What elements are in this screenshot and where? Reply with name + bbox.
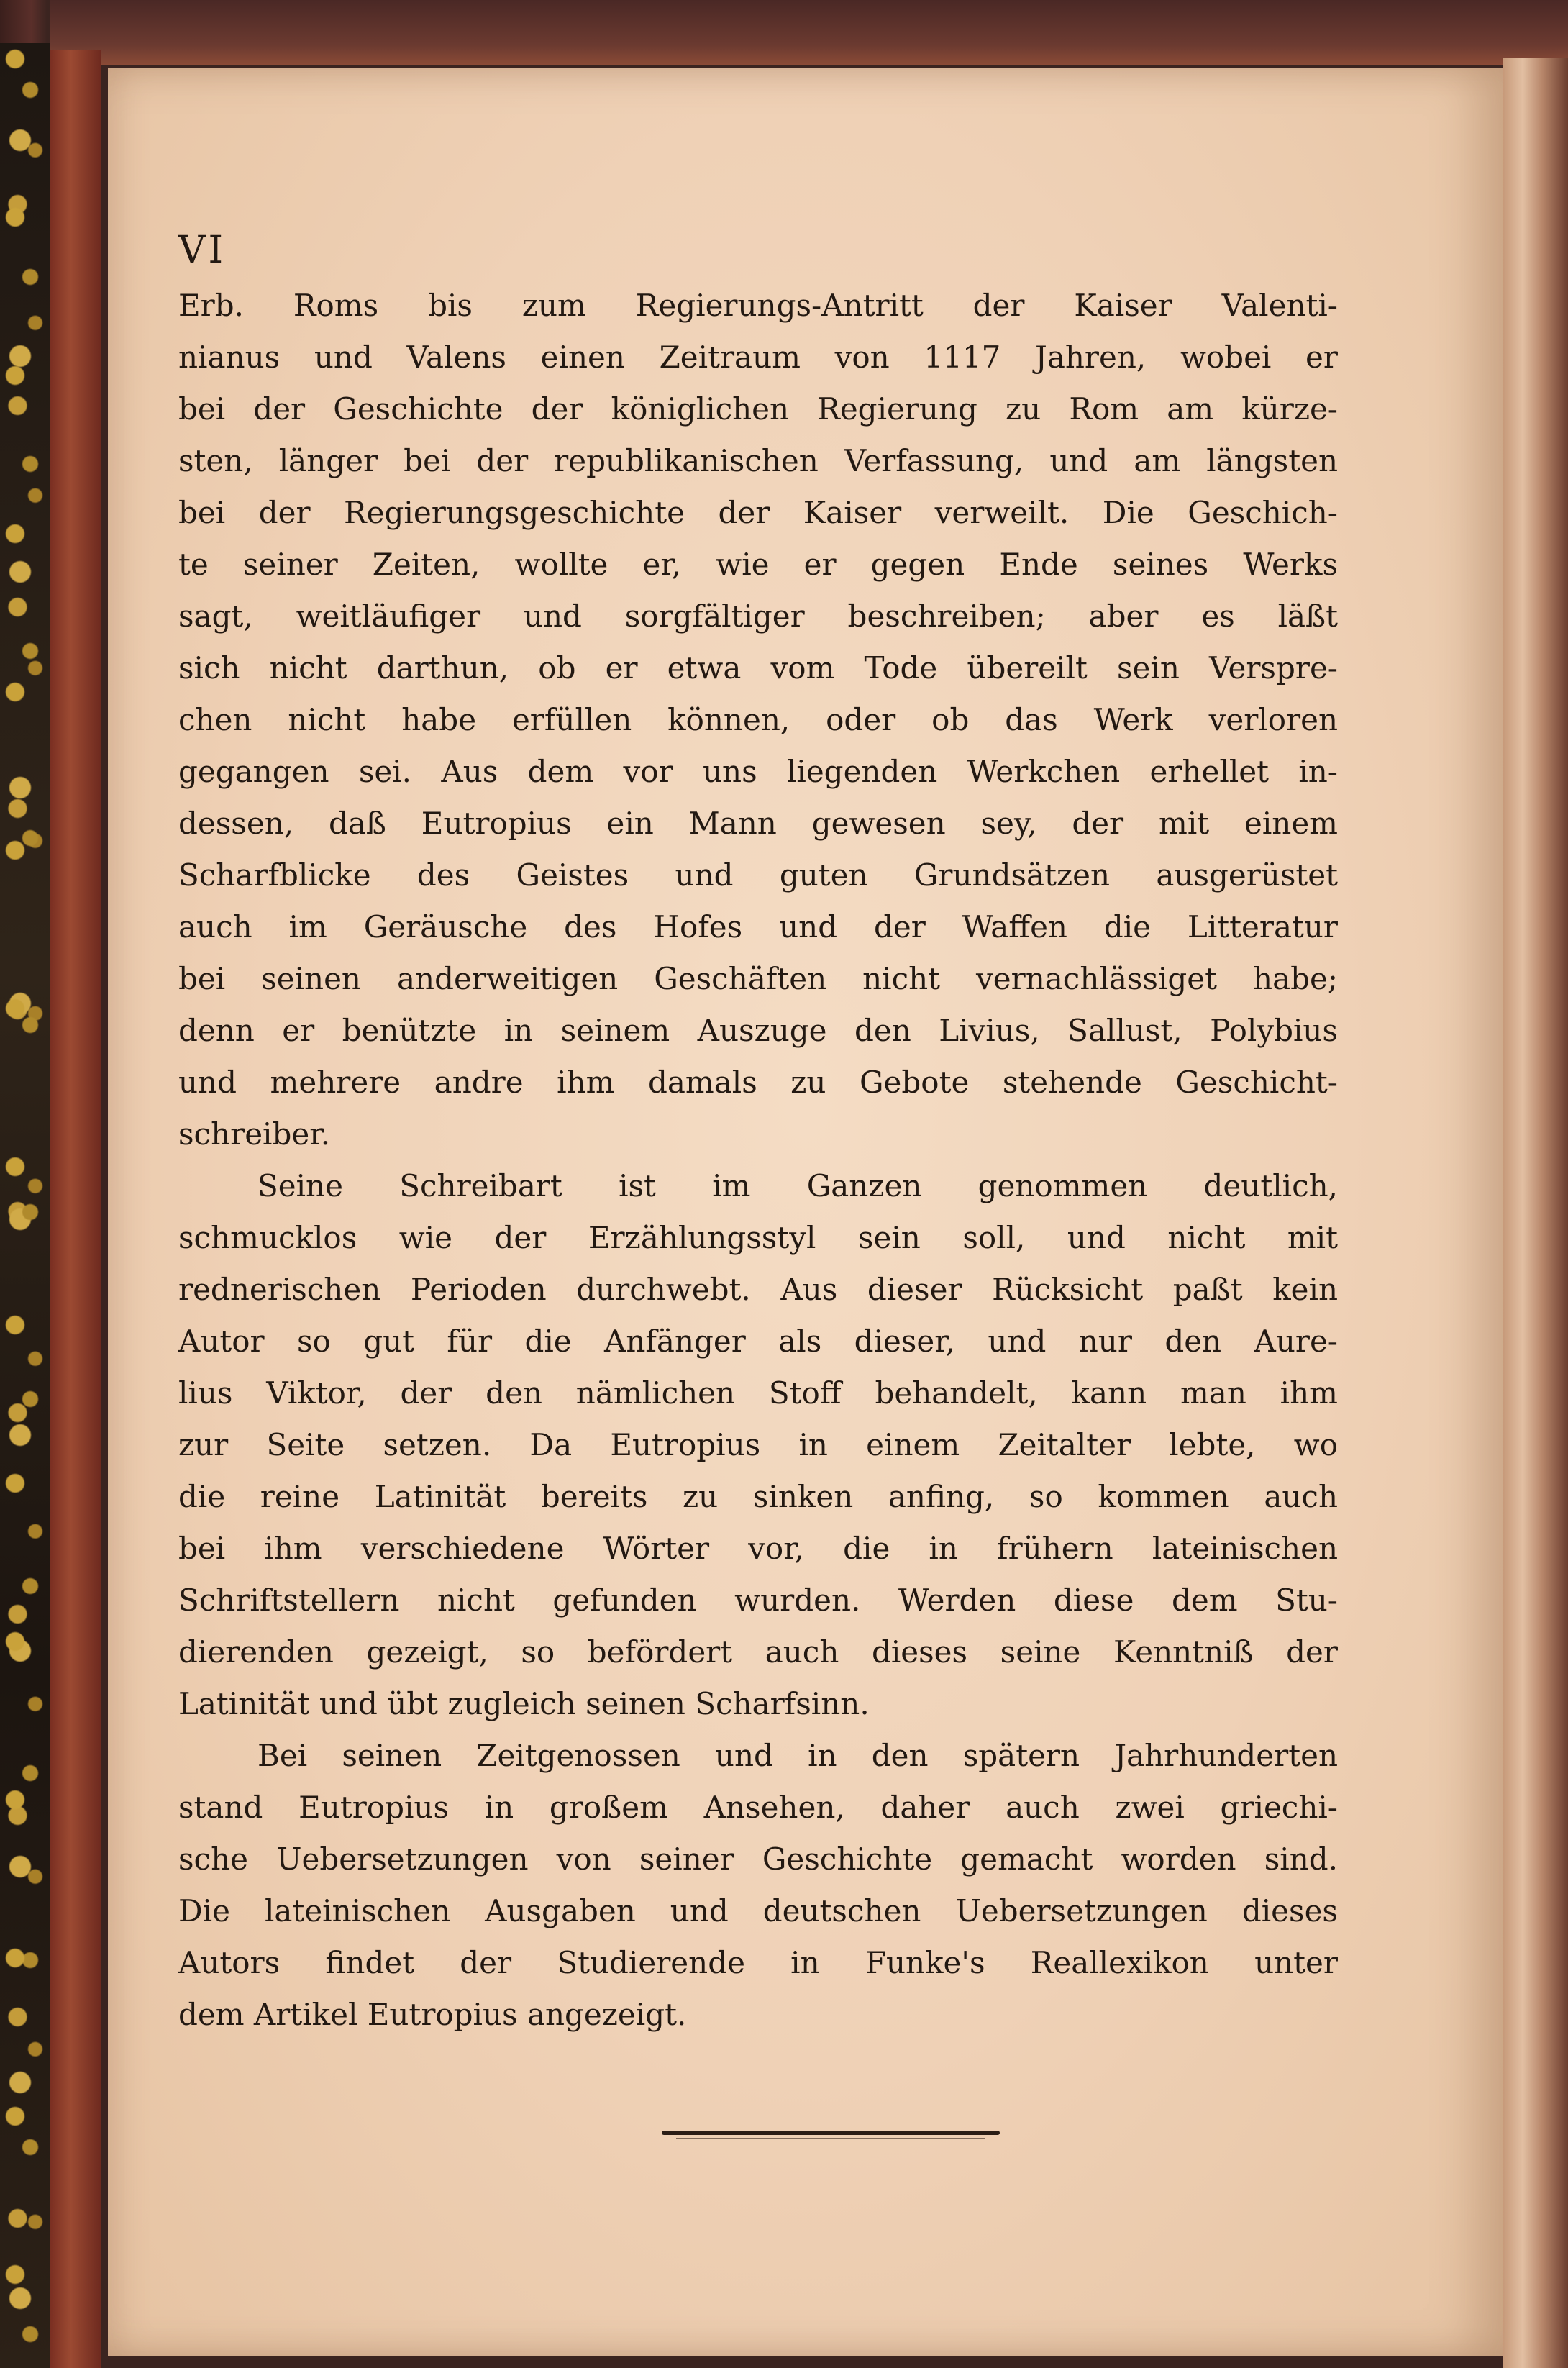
- text-line: stand Eutropius in großem Ansehen, daher auch zwei griechi-: [178, 1790, 1338, 1825]
- book-spine-strip: [50, 50, 101, 2368]
- text-line: schreiber.: [178, 1116, 331, 1152]
- text-line: Autors findet der Studierende in Funke's Reallexikon unter: [178, 1945, 1338, 1980]
- text-line: sten, länger bei der republikanischen Verfassung, und am längsten: [178, 443, 1338, 478]
- text-line: Erb. Roms bis zum Regierungs-Antritt der Kaiser Valenti-: [178, 288, 1338, 323]
- text-line: sich nicht darthun, ob er etwa vom Tode übereilt sein Verspre-: [178, 650, 1338, 686]
- text-line: bei der Regierungsgeschichte der Kaiser verweilt. Die Geschich-: [178, 495, 1338, 530]
- text-line: gegangen sei. Aus dem vor uns liegenden Werkchen erhellet in-: [178, 754, 1338, 789]
- paragraph-first-line: Bei seinen Zeitgenossen und in den spätern Jahrhunderten: [257, 1738, 1338, 1773]
- text-line: bei ihm verschiedene Wörter vor, die in frühern lateinischen: [178, 1531, 1338, 1566]
- paragraph-first-line: Seine Schreibart ist im Ganzen genommen deutlich,: [257, 1168, 1338, 1203]
- text-line: bei der Geschichte der königlichen Regierung zu Rom am kürze-: [178, 391, 1338, 427]
- section-end-rule: [662, 2131, 1000, 2135]
- text-line: nianus und Valens einen Zeitraum von 1117 Jahren, wobei er: [178, 340, 1338, 375]
- text-line: dem Artikel Eutropius angezeigt.: [178, 1997, 687, 2032]
- text-line: schmucklos wie der Erzählungsstyl sein soll, und nicht mit: [178, 1220, 1338, 1255]
- book-cover-top-edge: [50, 0, 1568, 65]
- text-line: te seiner Zeiten, wollte er, wie er gegen Ende seines Werks: [178, 547, 1338, 582]
- section-end-rule-shadow: [676, 2138, 985, 2139]
- page-number: VI: [178, 229, 227, 272]
- text-line: die reine Latinität bereits zu sinken anfing, so kommen auch: [178, 1479, 1338, 1514]
- text-line: Die lateinischen Ausgaben und deutschen Uebersetzungen dieses: [178, 1893, 1338, 1928]
- text-line: lius Viktor, der den nämlichen Stoff behandelt, kann man ihm: [178, 1375, 1338, 1411]
- text-line: rednerischen Perioden durchwebt. Aus dieser Rücksicht paßt kein: [178, 1272, 1338, 1307]
- text-line: dierenden gezeigt, so befördert auch dieses seine Kenntniß der: [178, 1634, 1338, 1670]
- text-line: Latinität und übt zugleich seinen Scharfsinn.: [178, 1686, 870, 1721]
- text-line: bei seinen anderweitigen Geschäften nicht vernachlässiget habe;: [178, 961, 1338, 996]
- text-line: sche Uebersetzungen von seiner Geschichte gemacht worden sind.: [178, 1841, 1338, 1877]
- text-line: auch im Geräusche des Hofes und der Waffen die Litteratur: [178, 909, 1338, 944]
- text-line: dessen, daß Eutropius ein Mann gewesen sey, der mit einem: [178, 806, 1338, 841]
- page-fore-edge: [1503, 58, 1568, 2368]
- text-line: sagt, weitläufiger und sorgfältiger beschreiben; aber es läßt: [178, 598, 1338, 634]
- marbled-board-edge: [0, 43, 50, 2368]
- text-line: und mehrere andre ihm damals zu Gebote stehende Geschicht-: [178, 1065, 1338, 1100]
- text-line: zur Seite setzen. Da Eutropius in einem Zeitalter lebte, wo: [178, 1427, 1338, 1462]
- text-line: chen nicht habe erfüllen können, oder ob das Werk verloren: [178, 702, 1338, 737]
- text-line: Autor so gut für die Anfänger als dieser, und nur den Aure-: [178, 1324, 1338, 1359]
- text-line: Scharfblicke des Geistes und guten Grundsätzen ausgerüstet: [178, 857, 1338, 893]
- text-line: Schriftstellern nicht gefunden wurden. Werden diese dem Stu-: [178, 1583, 1338, 1618]
- text-line: denn er benützte in seinem Auszuge den Livius, Sallust, Polybius: [178, 1013, 1338, 1048]
